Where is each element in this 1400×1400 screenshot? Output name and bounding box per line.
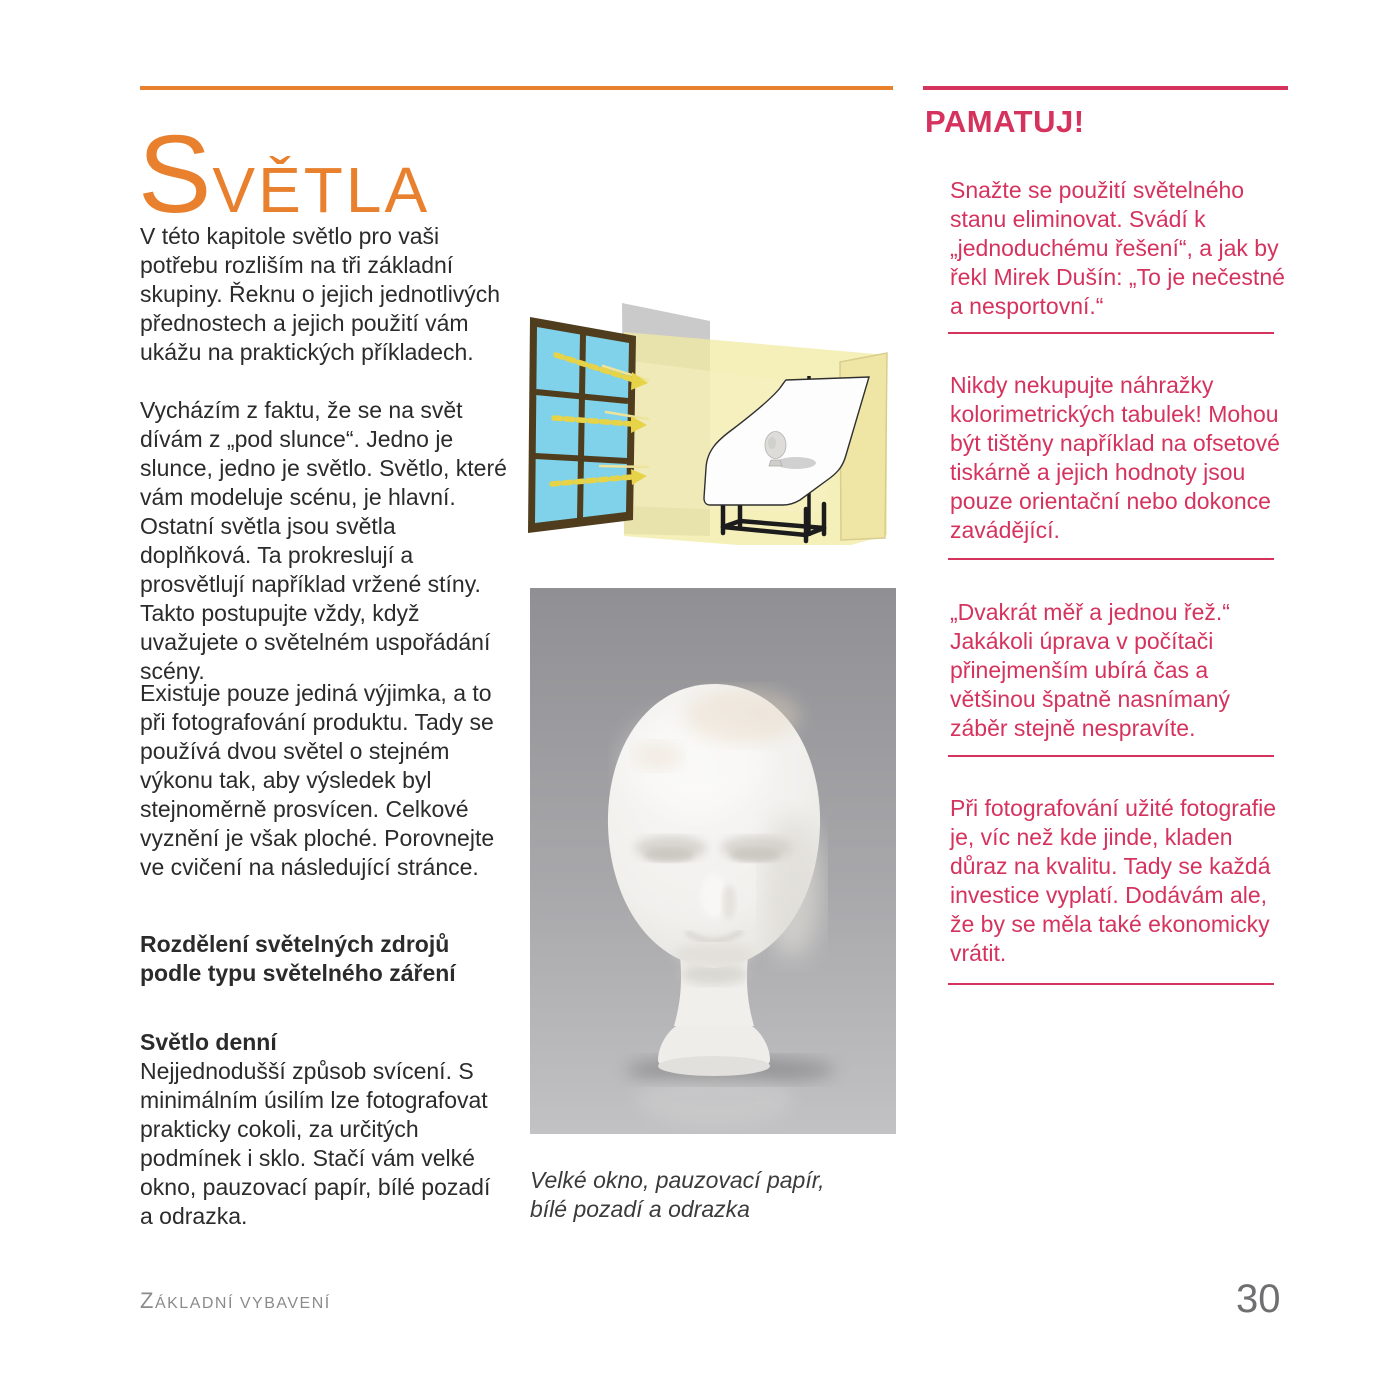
sidebar-note-4: Při fotografování užité fotografie je, víc než kde jinde, kladen důraz na kvalitu. Tady se každá investice vyplatí. Dodávám ale, že by se měla také ekonomicky vrátit. (950, 795, 1277, 966)
sidebar-note-3: „Dvakrát měř a jednou řež.“ Jakákoli úprava v počítači přinejmenším ubírá čas a většinou špatně nasnímaný záběr stejně nespravíte. (950, 599, 1231, 741)
floor-reflection (637, 1074, 793, 1126)
daylight-setup-diagram (528, 300, 888, 545)
section-subheading: Rozdělení světelných zdrojů podle typu světelného záření (140, 931, 456, 986)
page-title (138, 113, 431, 236)
sidebar-divider-3 (948, 755, 1274, 757)
styrofoam-head-photo (530, 588, 896, 1134)
footer-label-initial: Z (140, 1288, 155, 1313)
sidebar-divider-2 (948, 558, 1274, 560)
page-number: 30 (1236, 1277, 1281, 1321)
footer-section-label (140, 1290, 331, 1312)
figure-caption-line-2: bílé pozadí a odrazka (530, 1196, 750, 1222)
body-paragraph-3: Existuje pouze jediná výjimka, a to při fotografování produktu. Tady se používá dvou světel o stejném výkonu tak, aby výsledek byl stejnoměrně prosvícen. Celkové vyznění je však ploché. Porovnejte ve cvičení na následující stránce. (140, 680, 495, 880)
sidebar-note-2: Nikdy nekupujte náhražky kolorimetrických tabulek! Mohou být tištěny například na ofsetové tiskárně a jejich hodnoty jsou pouze orientační nebo dokonce zavádějící. (950, 372, 1280, 543)
daylight-heading: Světlo denní (140, 1029, 277, 1055)
sidebar-divider-1 (948, 332, 1274, 334)
page-title-initial: S (138, 113, 213, 236)
chapter-rule-orange (140, 86, 893, 90)
body-paragraph-1: V této kapitole světlo pro vaši potřebu rozliším na tři základní skupiny. Řeknu o jejich jednotlivých přednostech a jejich použití vám ukážu na praktických příkladech. (140, 223, 501, 365)
page-title-rest: VĚTLA (212, 154, 431, 226)
daylight-paragraph: Nejjednodušší způsob svícení. S minimálním úsilím lze fotografovat prakticky cokoli, za určitých podmínek i sklo. Stačí vám velké okno, pauzovací papír, bílé pozadí a odrazka. (140, 1058, 491, 1229)
body-paragraph-2: Vycházím z faktu, že se na svět dívám z „pod slunce“. Jedno je slunce, jedno je světlo. Světlo, které vám modeluje scénu, je hlavní. Ostatní světla jsou světla doplňková. Ta prokreslují a prosvětlují například vržené stíny. Takto postupujte vždy, když uvažujete o světelném uspořádání scény. (140, 397, 507, 684)
sidebar-rule-top (923, 86, 1288, 90)
footer-label-rest: ÁKLADNÍ VYBAVENÍ (154, 1295, 331, 1312)
head-shadow (776, 457, 816, 469)
sidebar-header: PAMATUJ! (925, 104, 1085, 139)
sidebar-divider-4 (948, 983, 1274, 985)
figure-caption-line-1: Velké okno, pauzovací papír, (530, 1167, 825, 1193)
sidebar-note-1: Snažte se použití světelného stanu eliminovat. Svádí k „jednoduchému řešení“, a jak by řekl Mirek Dušín: „To je nečestné a nesportovní.“ (950, 177, 1285, 319)
